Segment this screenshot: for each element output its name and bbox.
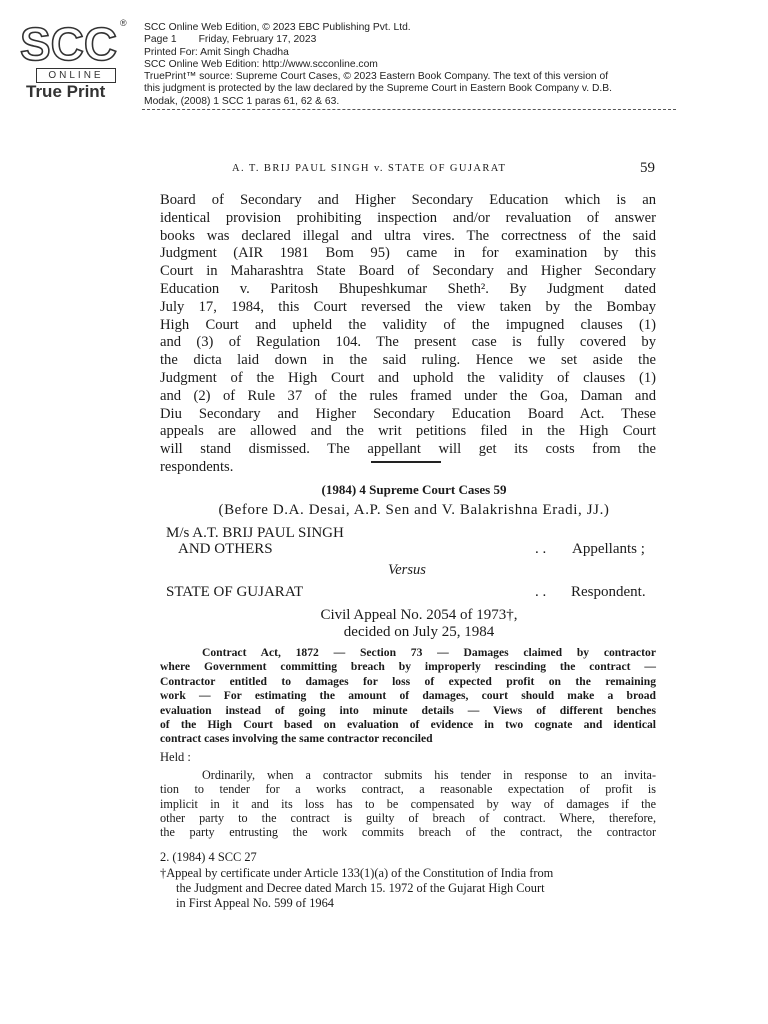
versus-label: Versus: [388, 562, 426, 578]
header-copyright-line: SCC Online Web Edition, © 2023 EBC Publishing Pvt. Ltd.: [144, 22, 411, 33]
header-divider: [142, 109, 676, 110]
headnote-line: evaluation instead of going into minute details — Views of different benches: [160, 703, 656, 717]
header-web-edition: SCC Online Web Edition: http://www.scconline.com: [144, 58, 378, 70]
holding-line: implicit in it and its loss has to be compensated by way of damages if the: [160, 796, 656, 811]
scc-online-logo: [18, 18, 127, 101]
footnote-line: †Appeal by certificate under Article 133(1)(a) of the Constitution of India from: [160, 866, 554, 880]
paragraph-line: respondents.: [160, 458, 234, 475]
registered-mark: ®: [120, 18, 127, 28]
footnote-2: 2. (1984) 4 SCC 27: [160, 850, 257, 864]
respondent-leader-dots: . .: [535, 584, 547, 600]
appellant-leader-dots: . .: [535, 541, 547, 557]
headnote-line: Contractor entitled to damages for loss of expected profit on the remaining: [160, 674, 656, 688]
paragraph-line: books was declared illegal and ultra vires. The correctness of the said: [160, 227, 656, 244]
paragraph-line: identical provision prohibiting inspection and/or revaluation of answer: [160, 209, 656, 226]
scc-logo-mark: [18, 18, 118, 66]
header-printed-for: Printed For: Amit Singh Chadha: [144, 46, 289, 58]
appellant-name: M/s A.T. BRIJ PAUL SINGH: [166, 525, 344, 541]
header-meta: [144, 22, 744, 108]
footnote-dagger: [160, 866, 656, 911]
footnote-line: in First Appeal No. 599 of 1964: [176, 896, 334, 910]
section-divider: [371, 461, 441, 463]
headnote-line: Contract Act, 1872 — Section 73 — Damages claimed by contractor: [202, 646, 656, 659]
holding-line: Ordinarily, when a contractor submits his tender in response to an invita-: [202, 768, 656, 782]
paragraph-line: Court in Maharashtra State Board of Secondary and Higher Secondary: [160, 263, 656, 280]
logo-true-print-label: True Print: [26, 82, 106, 101]
header-page-label: Page 1: [144, 34, 177, 46]
appellant-others: AND OTHERS: [178, 541, 273, 557]
paragraph-line: and (2) of Rule 37 of the rules framed under the Goa, Daman and: [160, 387, 656, 404]
paragraph-line: will stand dismissed. The appellant will get its costs from the: [160, 441, 656, 458]
paragraph-line: appeals are allowed and the writ petitions filed in the High Court: [160, 423, 656, 440]
paragraph-line: Board of Secondary and Higher Secondary Education which is an: [160, 192, 656, 208]
held-label: Held :: [160, 750, 191, 764]
logo-online-label: ONLINE: [36, 68, 116, 83]
headnote-line: where Government committing breach by improperly rescinding the contract —: [160, 660, 656, 674]
continued-paragraph: [160, 192, 656, 477]
paragraph-line: Judgment (AIR 1981 Bom 95) came in for examination by this: [160, 245, 656, 262]
header-page-line: [144, 34, 744, 46]
headnote-line: contract cases involving the same contractor reconciled: [160, 732, 433, 746]
appeal-number: Civil Appeal No. 2054 of 1973†,: [320, 607, 518, 623]
paragraph-line: the dicta laid down in the said ruling. Hence we set aside the: [160, 352, 656, 369]
appellant-role: Appellants ;: [572, 541, 645, 557]
decided-on: decided on July 25, 1984: [343, 624, 495, 640]
header-protection-line: this judgment is protected by the law declared by the Supreme Court in Eastern Book Company v. D.B.: [144, 83, 612, 95]
bench: (Before D.A. Desai, A.P. Sen and V. Balakrishna Eradi, JJ.): [218, 502, 610, 518]
running-head: A. T. BRIJ PAUL SINGH v. STATE OF GUJARAT: [232, 163, 507, 174]
paragraph-line: and (3) of Regulation 104. The present case is fully covered by: [160, 334, 656, 351]
header-date: Friday, February 17, 2023: [198, 34, 317, 46]
page-number: 59: [640, 160, 655, 176]
paragraph-line: High Court and upheld the validity of the impugned clauses (1): [160, 316, 656, 333]
paragraph-line: July 17, 1984, this Court reversed the view taken by the Bombay: [160, 298, 656, 315]
paragraph-line: Diu Secondary and Higher Secondary Education Board Act. These: [160, 405, 656, 422]
paragraph-line: Judgment of the High Court and uphold the validity of clauses (1): [160, 369, 656, 386]
headnote-line: work — For estimating the amount of damages, court should make a broad: [160, 689, 656, 703]
holding-line: other party to the contract is guilty of breach of contract. Where, therefore,: [160, 810, 656, 825]
holding-text: [160, 768, 656, 839]
footnote-line: the Judgment and Decree dated March 15. 1972 of the Gujarat High Court: [176, 881, 545, 895]
paragraph-line: Education v. Paritosh Bhupeshkumar Sheth². By Judgment dated: [160, 280, 656, 297]
holding-line: the party entrusting the work commits breach of the contract, the contractor: [160, 825, 656, 840]
respondent-name: STATE OF GUJARAT: [166, 584, 304, 600]
header-modak-line: Modak, (2008) 1 SCC 1 paras 61, 62 & 63.: [144, 95, 340, 107]
respondent-role: Respondent.: [571, 584, 646, 600]
svg-text:SCC: SCC: [20, 18, 118, 66]
header-trueprint-source: TruePrint™ source: Supreme Court Cases, © 2023 Eastern Book Company. The text of this version of: [144, 71, 609, 83]
case-citation: (1984) 4 Supreme Court Cases 59: [321, 482, 507, 497]
headnote-line: of the High Court based on evaluation of evidence in two cognate and identical: [160, 717, 656, 731]
holding-line: tion to tender for a works contract, a reasonable expectation of profit is: [160, 782, 656, 797]
headnote: [160, 646, 656, 747]
